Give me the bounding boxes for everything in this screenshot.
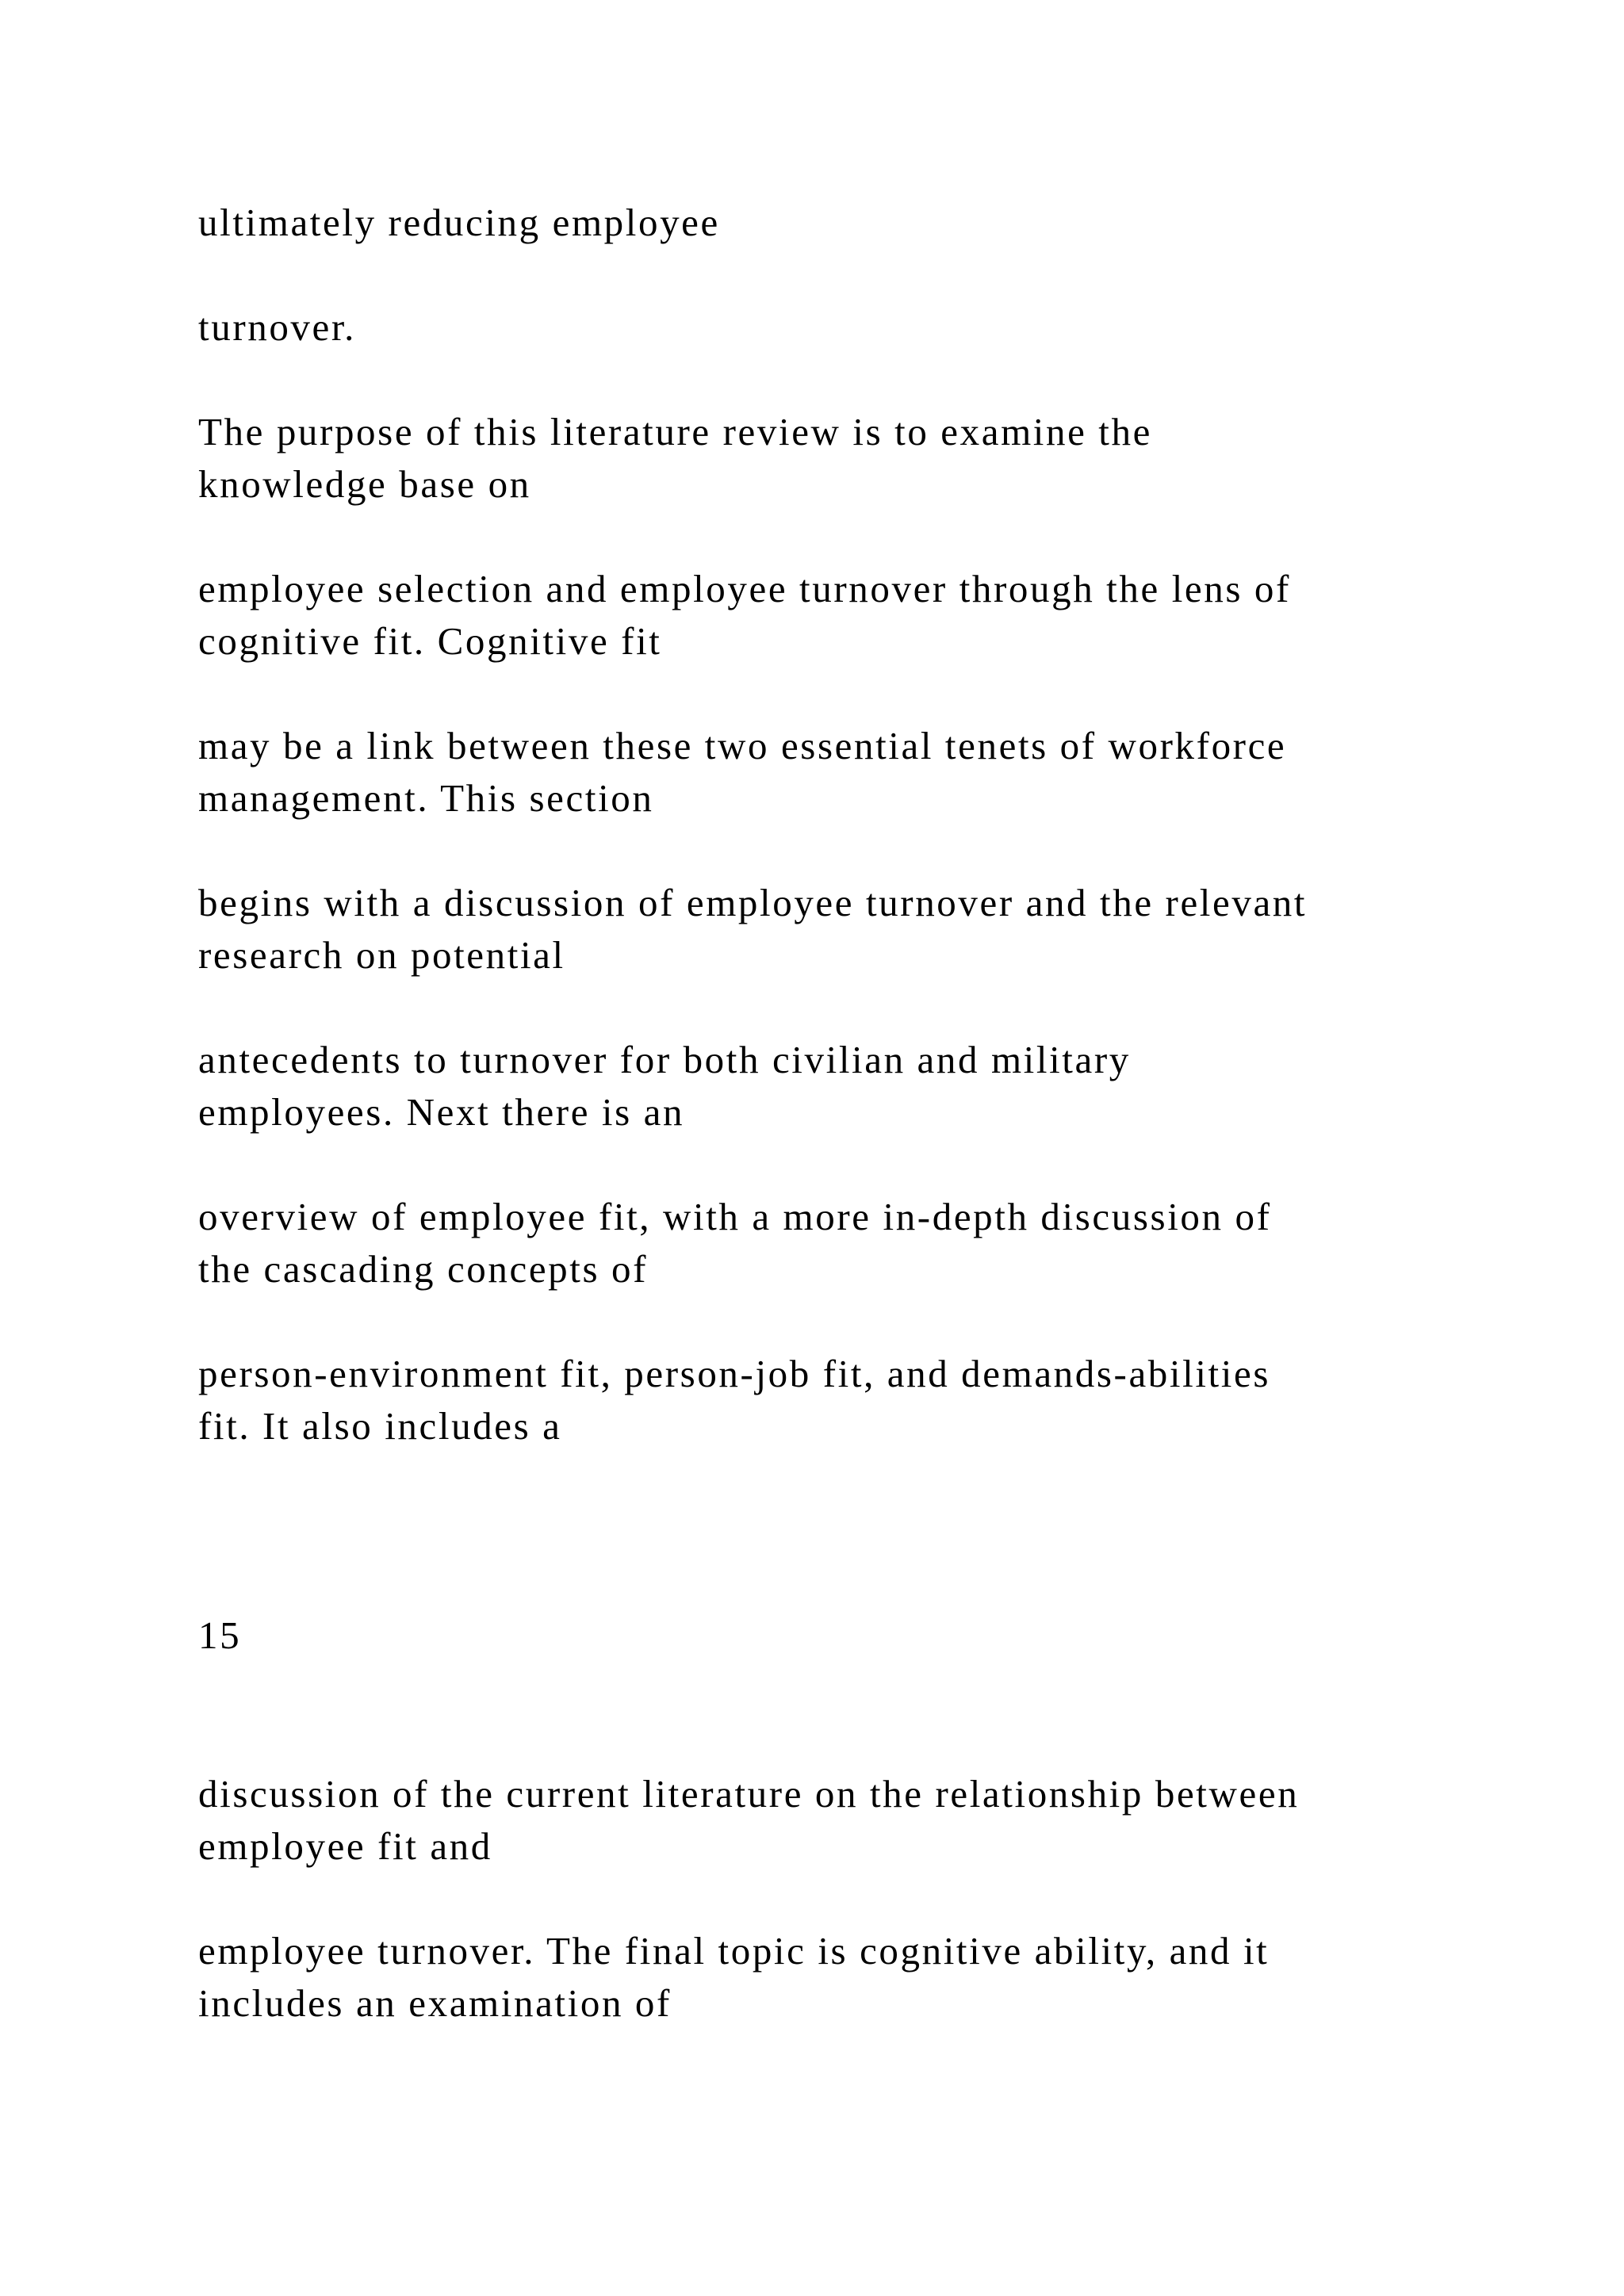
paragraph-line: research on potential <box>198 933 565 977</box>
paragraph-line: employees. Next there is an <box>198 1090 685 1134</box>
paragraph-line: the cascading concepts of <box>198 1247 649 1291</box>
paragraph-line: person-environment fit, person-job fit, and demands-abilities <box>198 1352 1270 1395</box>
paragraph-line: employee selection and employee turnover through the lens of <box>198 567 1291 610</box>
paragraph-line: fit. It also includes a <box>198 1404 562 1448</box>
text-line: ultimately reducing employee <box>198 201 720 244</box>
paragraph-line: employee fit and <box>198 1824 492 1868</box>
paragraph-line: employee turnover. The final topic is cognitive ability, and it <box>198 1929 1270 1973</box>
paragraph-line: overview of employee fit, with a more in-depth discussion of <box>198 1195 1272 1238</box>
paragraph-line: knowledge base on <box>198 462 531 506</box>
page-number: 15 <box>198 1613 242 1657</box>
paragraph-line: includes an examination of <box>198 1981 672 2025</box>
paragraph-line: management. This section <box>198 776 654 820</box>
text-line: turnover. <box>198 305 356 349</box>
paragraph-line: antecedents to turnover for both civilian and military <box>198 1038 1131 1081</box>
paragraph-line: cognitive fit. Cognitive fit <box>198 619 662 663</box>
paragraph-line: The purpose of this literature review is to examine the <box>198 410 1152 453</box>
paragraph-line: begins with a discussion of employee turnover and the relevant <box>198 881 1308 924</box>
paragraph-line: discussion of the current literature on the relationship between <box>198 1772 1300 1816</box>
paragraph-line: may be a link between these two essential tenets of workforce <box>198 724 1287 767</box>
